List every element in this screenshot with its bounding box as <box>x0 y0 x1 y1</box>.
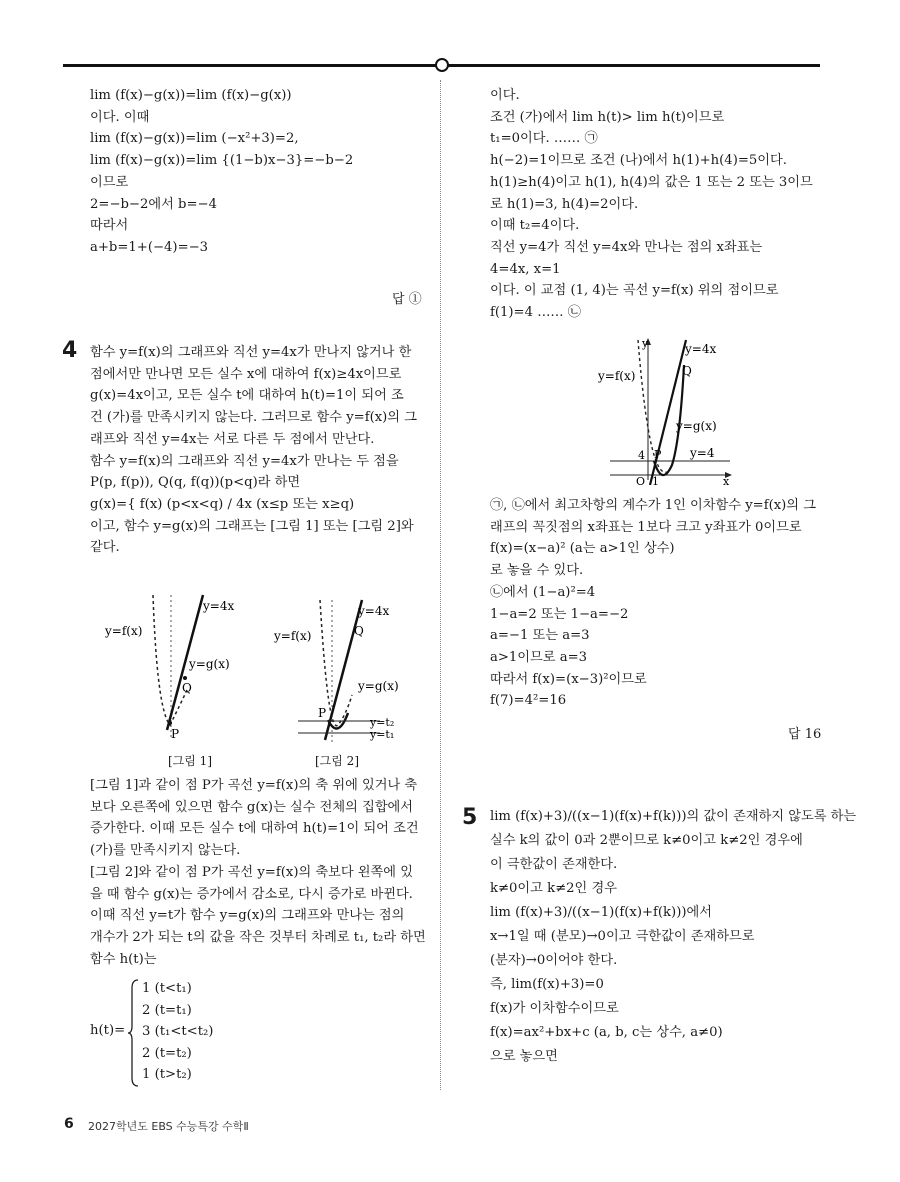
q4-line: 함수 y=f(x)의 그래프와 직선 y=4x가 만나는 두 점을 <box>90 453 399 469</box>
answer-mark-q4: 답 16 <box>788 727 822 742</box>
q5-line: 으로 놓으면 <box>490 1049 558 1064</box>
right-mid-line: ㉠, ㉡에서 최고차항의 계수가 1인 이차함수 y=f(x)의 그 <box>490 498 816 513</box>
solution-line: 이므로 <box>90 174 129 190</box>
fig2-caption: [그림 2] <box>315 754 359 768</box>
fig1-label-4x: y=4x <box>203 599 235 613</box>
right-mid-line: ㉡에서 (1−a)²=4 <box>490 584 596 600</box>
q4-after-line: 증가한다. 이때 모든 실수 t에 대하여 h(t)=1이 되어 조건 <box>90 821 419 837</box>
fig3-label-p: P <box>654 448 662 461</box>
right-line: f(1)=4 …… ㉡ <box>490 305 581 321</box>
h-case-line: 2 (t=t₁) <box>142 1002 192 1018</box>
q4-after-line: 보다 오른쪽에 있으면 함수 g(x)는 실수 전체의 집합에서 <box>90 799 414 815</box>
h-case-line: 1 (t<t₁) <box>142 981 192 996</box>
h-brace <box>128 978 140 1088</box>
q4-after-line: [그림 1]과 같이 점 P가 곡선 y=f(x)의 축 위에 있거나 축 <box>90 778 418 793</box>
q5-line: lim (f(x)+3)/((x−1)(f(x)+f(k)))의 값이 존재하지 않도록 하는 <box>490 809 857 824</box>
question-4-number: 4 <box>62 338 78 363</box>
right-line: h(−2)=1이므로 조건 (나)에서 h(1)+h(4)=5이다. <box>490 153 787 169</box>
q4-line: P(p, f(p)), Q(q, f(q))(p<q)라 하면 <box>90 475 301 491</box>
fig3-label-g: y=g(x) <box>676 419 717 433</box>
fig2-label-p: P <box>318 706 327 720</box>
q5-line: (분자)→0이어야 한다. <box>490 953 618 968</box>
right-mid-line: a>1이므로 a=3 <box>490 649 588 665</box>
q4-after-text <box>90 775 425 970</box>
right-mid <box>490 495 825 712</box>
h-case-line: 1 (t>t₂) <box>142 1067 192 1082</box>
right-line: 이다. 이 교점 (1, 4)는 곡선 y=f(x) 위의 점이므로 <box>490 283 779 299</box>
q4-text <box>90 342 425 559</box>
fig3-label-q: Q <box>682 364 692 378</box>
fig3-label-4x: y=4x <box>685 342 717 356</box>
question-5-number: 5 <box>462 805 478 830</box>
top-rule-dot <box>435 58 449 72</box>
q5-line: f(x)=ax²+bx+c (a, b, c는 상수, a≠0) <box>490 1025 723 1040</box>
q4-line: 함수 y=f(x)의 그래프와 직선 y=4x가 만나지 않거나 한 <box>90 345 412 360</box>
q5-text <box>490 805 857 1069</box>
column-divider <box>440 80 441 1090</box>
footer-title: 2027학년도 EBS 수능특강 수학Ⅱ <box>88 1120 249 1133</box>
q4-after-line: 이때 직선 y=t가 함수 y=g(x)의 그래프와 만나는 점의 <box>90 908 405 924</box>
right-line: t₁=0이다. …… ㉠ <box>490 131 598 147</box>
h-case-line: 2 (t=t₂) <box>142 1045 192 1061</box>
figure-3 <box>590 335 740 485</box>
solution-line: lim (f(x)−g(x))=lim {(1−b)x−3}=−b−2 <box>90 153 354 169</box>
q5-line: k≠0이고 k≠2인 경우 <box>490 881 617 896</box>
right-mid-line: f(x)=(x−a)² (a는 a>1인 상수) <box>490 541 675 557</box>
fig1-caption: [그림 1] <box>168 754 212 768</box>
solution-line: 2=−b−2에서 b=−4 <box>90 196 217 212</box>
right-mid-line: 래프의 꼭짓점의 x좌표는 1보다 크고 y좌표가 0이므로 <box>490 519 802 535</box>
fig3-label-x: x <box>723 475 730 485</box>
fig3-label-4: 4 <box>638 449 645 462</box>
solution-line: lim (f(x)−g(x))=lim (f(x)−g(x)) <box>90 88 292 103</box>
right-line: 조건 (가)에서 lim h(t)> lim h(t)이므로 <box>490 109 725 125</box>
fig3-label-o: O <box>636 475 646 485</box>
right-line: 이다. <box>490 88 520 103</box>
h-label: h(t)= <box>90 1023 126 1038</box>
q4-line: 점에서만 만나면 모든 실수 x에 대하여 f(x)≥4x이므로 <box>90 366 402 382</box>
q4-after-line: 개수가 2가 되는 t의 값을 작은 것부터 차례로 t₁, t₂라 하면 <box>90 929 426 945</box>
fig1-label-g: y=g(x) <box>189 657 230 671</box>
h-case-line: 3 (t₁<t<t₂) <box>142 1024 214 1039</box>
q5-line: f(x)가 이차함수이므로 <box>490 1001 619 1016</box>
q4-line: 같다. <box>90 540 120 556</box>
fig3-label-y4: y=4 <box>690 446 715 460</box>
figure-2 <box>270 595 410 750</box>
right-line: h(1)≥h(4)이고 h(1), h(4)의 값은 1 또는 2 또는 3이므 <box>490 174 813 190</box>
fig2-label-q: Q <box>354 624 364 638</box>
q4-line: 래프와 직선 y=4x는 서로 다른 두 점에서 만난다. <box>90 431 375 447</box>
fig2-label-t2: y=t₂ <box>370 716 395 729</box>
fig1-label-f: y=f(x) <box>105 624 143 638</box>
right-mid-line: 1−a=2 또는 1−a=−2 <box>490 606 629 622</box>
right-line: 직선 y=4가 직선 y=4x와 만나는 점의 x좌표는 <box>490 239 763 255</box>
q4-line: g(x)=4x이고, 모든 실수 t에 대하여 h(t)=1이 되어 조 <box>90 388 404 404</box>
fig3-label-y: y <box>642 337 649 350</box>
q4-line: g(x)={ f(x) (p<x<q) / 4x (x≤p 또는 x≥q) <box>90 496 355 512</box>
fig1-label-p: P <box>171 727 180 741</box>
fig2-label-g: y=g(x) <box>358 679 399 693</box>
fig3-label-f: y=f(x) <box>598 369 636 383</box>
q4-after-line: 을 때 함수 g(x)는 증가에서 감소로, 다시 증가로 바뀐다. <box>90 886 413 902</box>
fig2-label-4x: y=4x <box>358 604 390 618</box>
q5-line: 즉, lim(f(x)+3)=0 <box>490 977 604 992</box>
q4-after-line: [그림 2]와 같이 점 P가 곡선 y=f(x)의 축보다 왼쪽에 있 <box>90 864 413 880</box>
solution-line: lim (f(x)−g(x))=lim (−x²+3)=2, <box>90 131 299 147</box>
figure-1 <box>95 590 255 750</box>
right-line: 로 h(1)=3, h(4)=2이다. <box>490 196 639 212</box>
right-mid-line: 따라서 f(x)=(x−3)²이므로 <box>490 671 647 687</box>
right-line: 이때 t₂=4이다. <box>490 218 580 234</box>
q5-line: 이 극한값이 존재한다. <box>490 857 618 872</box>
q4-line: 이고, 함수 y=g(x)의 그래프는 [그림 1] 또는 [그림 2]와 <box>90 518 414 534</box>
solution-line: 이다. 이때 <box>90 109 150 125</box>
h-cases <box>142 978 213 1086</box>
q5-line: 실수 k의 값이 0과 2뿐이므로 k≠0이고 k≠2인 경우에 <box>490 833 803 848</box>
q4-after-line: 함수 h(t)는 <box>90 951 157 967</box>
solution-line: a+b=1+(−4)=−3 <box>90 239 209 255</box>
right-column <box>490 85 825 324</box>
q4-after-line: (가)를 만족시키지 않는다. <box>90 843 241 859</box>
q5-line: lim (f(x)+3)/((x−1)(f(x)+f(k)))에서 <box>490 905 712 920</box>
right-line: 4=4x, x=1 <box>490 261 561 277</box>
left-column <box>90 85 425 259</box>
fig3-label-1: 1 <box>652 475 659 485</box>
page-number: 6 <box>64 1116 74 1132</box>
fig2-label-f: y=f(x) <box>274 629 312 643</box>
right-mid-line: f(7)=4²=16 <box>490 693 567 709</box>
answer-mark-prev: 답 ① <box>392 292 422 307</box>
q5-line: x→1일 때 (분모)→0이고 극한값이 존재하므로 <box>490 929 755 944</box>
solution-line: 따라서 <box>90 218 129 234</box>
right-mid-line: a=−1 또는 a=3 <box>490 628 590 644</box>
right-mid-line: 로 놓을 수 있다. <box>490 563 584 579</box>
fig2-label-t1: y=t₁ <box>370 728 395 741</box>
q4-line: 건 (가)를 만족시키지 않는다. 그러므로 함수 y=f(x)의 그 <box>90 410 417 426</box>
fig1-label-q: Q <box>182 681 192 695</box>
